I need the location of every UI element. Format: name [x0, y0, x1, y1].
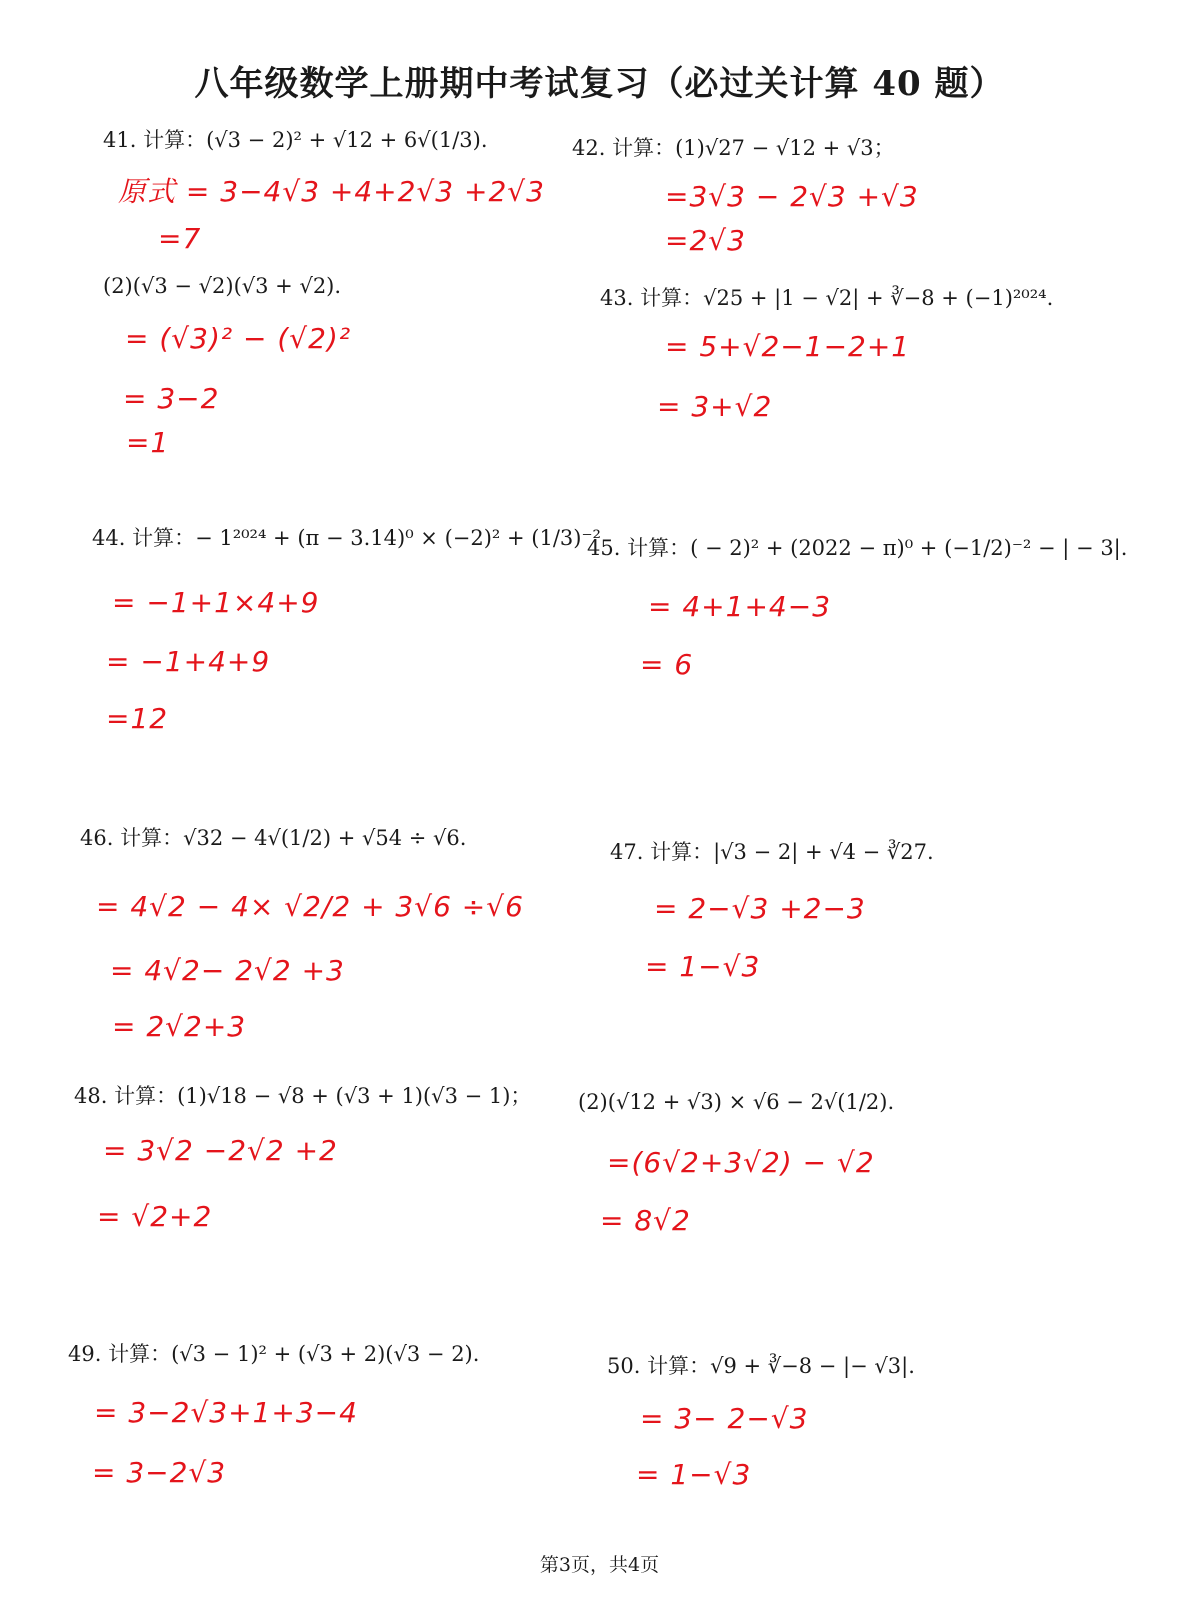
problem-42-2-prompt: (2)(√3 − √2)(√3 + √2). — [103, 274, 342, 298]
problem-47-prompt: 47. 计算：|√3 − 2| + √4 − ∛27. — [610, 840, 934, 864]
problem-46-step-2: = 4√2− 2√2 +3 — [110, 954, 345, 987]
problem-49-step-2: = 3−2√3 — [92, 1456, 227, 1489]
problem-48-1-step-1: = 3√2 −2√2 +2 — [103, 1134, 338, 1167]
problem-43-step-1: = 5+√2−1−2+1 — [665, 330, 911, 363]
page-title: 八年级数学上册期中考试复习（必过关计算 40 题） — [194, 64, 1005, 104]
problem-48-1-step-2: = √2+2 — [97, 1200, 213, 1233]
problem-44-step-1: = −1+1×4+9 — [112, 586, 320, 619]
problem-46-prompt: 46. 计算：√32 − 4√(1/2) + √54 ÷ √6. — [80, 826, 467, 850]
problem-50-step-2: = 1−√3 — [636, 1458, 752, 1491]
problem-41-step-1: 原式 = 3−4√3 +4+2√3 +2√3 — [118, 175, 545, 208]
problem-41-step-2: =7 — [158, 222, 202, 255]
problem-43-step-2: = 3+√2 — [657, 390, 773, 423]
problem-48-2-step-1: =(6√2+3√2) − √2 — [607, 1146, 875, 1179]
problem-44-step-2: = −1+4+9 — [106, 645, 271, 678]
problem-45-prompt: 45. 计算：( − 2)² + (2022 − π)⁰ + (−1/2)⁻² − | − 3|. — [587, 536, 1128, 560]
problem-47-step-2: = 1−√3 — [645, 950, 761, 983]
problem-46-step-1: = 4√2 − 4× √2/2 + 3√6 ÷√6 — [96, 890, 524, 923]
problem-47-step-1: = 2−√3 +2−3 — [654, 892, 866, 925]
problem-42-2-step-1: = (√3)² − (√2)² — [125, 322, 352, 355]
problem-44-prompt: 44. 计算：− 1²⁰²⁴ + (π − 3.14)⁰ × (−2)² + (1/3)⁻² — [92, 526, 601, 550]
problem-48-1-prompt: 48. 计算：(1)√18 − √8 + (√3 + 1)(√3 − 1)； — [74, 1084, 532, 1108]
problem-46-step-3: = 2√2+3 — [112, 1010, 247, 1043]
problem-49-step-1: = 3−2√3+1+3−4 — [94, 1396, 358, 1429]
problem-41-prompt: 41. 计算：(√3 − 2)² + √12 + 6√(1/3). — [103, 128, 488, 152]
problem-45-step-1: = 4+1+4−3 — [648, 590, 832, 623]
problem-50-prompt: 50. 计算：√9 + ∛−8 − |− √3|. — [607, 1354, 915, 1378]
problem-42-2-step-2: = 3−2 — [123, 382, 220, 415]
problem-50-step-1: = 3− 2−√3 — [640, 1402, 809, 1435]
problem-42-1-step-1: =3√3 − 2√3 +√3 — [665, 180, 919, 213]
page-footer: 第3页，共4页 — [539, 1554, 660, 1576]
problem-45-step-2: = 6 — [640, 648, 694, 681]
problem-42-1-step-2: =2√3 — [665, 224, 746, 257]
problem-42-1-prompt: 42. 计算：(1)√27 − √12 + √3； — [572, 136, 895, 160]
problem-44-step-3: =12 — [106, 702, 169, 735]
problem-43-prompt: 43. 计算：√25 + |1 − √2| + ∛−8 + (−1)²⁰²⁴. — [600, 286, 1054, 310]
problem-42-2-step-3: =1 — [126, 426, 170, 459]
problem-48-2-step-2: = 8√2 — [600, 1204, 691, 1237]
problem-48-2-prompt: (2)(√12 + √3) × √6 − 2√(1/2). — [578, 1090, 895, 1114]
problem-49-prompt: 49. 计算：(√3 − 1)² + (√3 + 2)(√3 − 2). — [68, 1342, 480, 1366]
